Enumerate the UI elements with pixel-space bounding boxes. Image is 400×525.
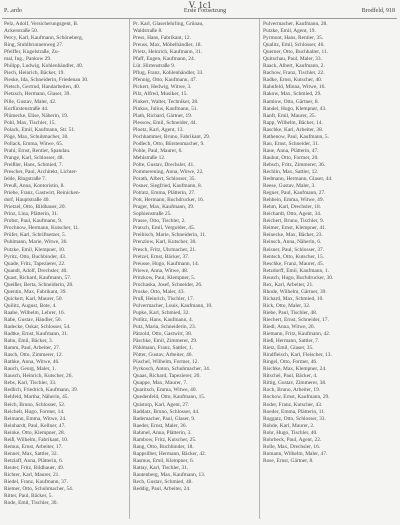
directory-entry: Prinz, Lina, Plätterin, 31. xyxy=(4,211,59,218)
directory-entry: Roder, Franz, Kutscher, 43. xyxy=(263,401,323,408)
directory-entry: Rahmel, Anna, Plätterin, 3. xyxy=(133,429,192,436)
directory-entry: Rose, Ernst, Gärtner, 8. xyxy=(263,457,314,464)
directory-entry: Raabe, Wilhelm, Lehrer, 16. xyxy=(4,309,65,316)
directory-entry: Quentin, Max, Fabrikant, 39. xyxy=(4,288,67,295)
directory-entry: Ritter, Paul, Bäcker, 5. xyxy=(4,493,53,500)
directory-entry: Reinke, Otto, Klempner, 28. xyxy=(4,429,66,436)
directory-entry: Rasch, Otto, Zimmerer, 12. xyxy=(4,352,63,359)
directory-entry: mal, Ing., Pankow 29. xyxy=(4,56,52,63)
running-head-right: Brodfeld, 918 xyxy=(361,8,395,14)
directory-entry: Pretzel, Ernst, Bäcker, 37. xyxy=(133,253,190,260)
directory-entry: Prochaska, Josef, Schneider, 26. xyxy=(133,281,203,288)
directory-entry: Sophienstraße 25. xyxy=(133,211,172,218)
directory-entry: felde, Ringstraße 7. xyxy=(4,176,47,183)
directory-entry: Querner, Otto, Buchhalter, 11. xyxy=(263,49,329,56)
directory-entry: Reinhardt, Paul, Kellner, 47. xyxy=(4,422,66,429)
directory-entry: Reichert, Bruno, Tischler, 9. xyxy=(263,218,325,225)
directory-entry: Quade, Fritz, Tapezierer, 22. xyxy=(4,260,66,267)
directory-entry: Rex, Karl, Arbeiter, 21. xyxy=(263,281,314,288)
directory-entry: Puhlmann, Marie, Witwe, 36. xyxy=(4,239,68,246)
directory-entry: Pohle, Paul, Maurer, 6. xyxy=(133,147,183,154)
directory-entry: Pollack, Emma, Witwe, 65. xyxy=(4,140,64,147)
header-rule xyxy=(2,18,397,19)
directory-entry: Prahl, Ernst, Rentier, Spandau. xyxy=(4,147,71,154)
directory-entry: Prenzlow, Karl, Kutscher, 30. xyxy=(133,239,197,246)
directory-entry: Pöhlmann, Franz, Sattler, 1. xyxy=(133,345,194,352)
directory-entry: Preuss, Max, Möbelhändler, 18. xyxy=(133,42,202,49)
directory-entry: Ackerstraße 50. xyxy=(4,28,39,35)
directory-entry: Reiß, Wilhelm, Fabrikant, 10. xyxy=(4,436,69,443)
directory-entry: Mehlstraße 12. xyxy=(133,154,166,161)
directory-entry: Rambow, Fritz, Kutscher, 25. xyxy=(133,436,197,443)
directory-entry: Riedl, Anna, Witwe, 26. xyxy=(263,324,315,331)
directory-entry: Radtke, Ernst, Kaufmann, 31. xyxy=(4,331,69,338)
directory-entry: Plessow, Emil, Schneider, 44. xyxy=(133,119,197,126)
directory-entry: Rick, Otto, Maler, 32. xyxy=(263,302,311,309)
directory-entry: Prüfer, Karl, Schriftsetzer, 5. xyxy=(4,232,66,239)
directory-entry: Prescher, Paul, Architekt, Lichter- xyxy=(4,168,78,175)
directory-entry: Rasmus, Emil, Klempner, 6. xyxy=(133,457,195,464)
directory-entry: Rabe, Gustav, Händler, 50. xyxy=(4,316,62,323)
directory-entry: Rehm, Karl, Drechsler, 18. xyxy=(263,204,322,211)
directory-entry: Putzke, Emil, Klempner, 10. xyxy=(4,246,66,253)
directory-entry: Proske, Otto, Maler, 43. xyxy=(133,288,185,295)
directory-entry: Richter, Karl, Maurer, 21. xyxy=(4,472,60,478)
directory-entry: Ploetz, Karl, Agent, 13. xyxy=(133,126,184,133)
directory-entry: Rausch, Heinrich, Kutscher, 26. xyxy=(4,373,73,380)
directory-entry: Preibisch, Marie, Schneiderin, 11. xyxy=(133,232,207,239)
entries-column-left xyxy=(4,21,130,521)
directory-entry: Rech, Gustav, Schmied, 48. xyxy=(133,479,193,486)
directory-entry: Rischke, Max, Klempner, 24. xyxy=(263,366,327,373)
directory-entry: Rode, Emil, Tischler, 30. xyxy=(4,500,58,507)
directory-entry: Percy, Karl, Kaufmann, Schöneberg, xyxy=(4,35,84,42)
directory-entry: Rittig, Gustav, Zimmerer, 38. xyxy=(263,380,327,387)
directory-entry: Pilz, Alfred, Musiker, 15. xyxy=(133,91,188,98)
directory-entry: Quickert, Karl, Maurer, 50. xyxy=(4,295,63,302)
directory-entry: Rietz, Emil, Glaser, 35. xyxy=(263,345,314,352)
directory-entry: Putzke, Emil, Agent, 19. xyxy=(263,28,316,35)
directory-entry: Prasse, Otto, Tischler, 2. xyxy=(133,218,186,225)
directory-entry: Reich, Bruno, Schlosser, 52. xyxy=(4,401,66,408)
directory-entry: Pulvermacher, Kaufmann, 28. xyxy=(263,21,328,27)
directory-entry: Reusch, Hugo, Buchdrucker, 30. xyxy=(263,274,334,281)
directory-entry: Riebe, Paul, Tischler, 48. xyxy=(263,309,318,316)
directory-entry: Presch, Fritz, Uhrmacher, 21. xyxy=(133,246,197,253)
directory-entry: Rehfeld, Martha, Näherin, 45. xyxy=(4,394,69,401)
directory-entry: Pyrmont, Hans, Rentier, 35. xyxy=(263,35,324,42)
directory-entry: Rohrbeck, Paul, Agent, 22. xyxy=(263,436,322,443)
directory-entry: Pritzkow, Paul, Klempner, 5. xyxy=(133,274,196,281)
directory-entry: Pupke, Karl, Schmied, 32. xyxy=(133,309,190,316)
page-folio: V. 1c1 xyxy=(188,0,212,10)
directory-entry: Pflug, Franz, Kohlenhändler, 33. xyxy=(133,70,204,77)
directory-entry: Pyrkosch, Anton, Schuhmacher, 34. xyxy=(133,366,211,373)
directory-entry: Lüt. Hirtenstraße 9. xyxy=(133,63,176,70)
directory-entry: Remus, Ernst, Arbeiter, 17. xyxy=(4,443,63,450)
directory-entry: Rindfleisch, Karl, Fleischer, 13. xyxy=(263,352,332,359)
directory-entry: Rahnfeld, Minna, Witwe, 16. xyxy=(263,84,326,91)
directory-entry: Pätzold, Otto, Gastwirt, 38. xyxy=(133,331,193,338)
directory-entry: Raue, Anna, Plätterin, 47. xyxy=(263,147,319,154)
running-head-center: Erste Fortsetzung xyxy=(183,8,227,14)
directory-entry: Riemann, Fritz, Kaufmann, 42. xyxy=(263,331,331,338)
directory-entry: Pratsch, Emil, Vergolder, 45. xyxy=(133,225,196,232)
directory-entry: Quistorp, Karl, Agent, 27. xyxy=(133,401,190,408)
directory-entry: Piech, Heinrich, Bäcker, 19. xyxy=(4,70,65,77)
directory-entry: Quaritsch, Emma, Witwe, 40. xyxy=(133,387,197,394)
directory-entry: Reschke, Franz, Maurer, 45. xyxy=(263,260,325,267)
directory-entry: Pommerening, Anna, Witwe, 22. xyxy=(133,168,204,175)
directory-entry: Philipp, Ludwig, Kohlenhändler, 40. xyxy=(4,63,83,70)
directory-entry: Quitschau, Paul, Maler, 33. xyxy=(263,56,322,63)
directory-entry: Queißer, Berta, Schneiderin, 28. xyxy=(4,281,74,288)
directory-entry: Posner, Siegfried, Kaufmann, 8. xyxy=(133,183,203,190)
directory-entry: Reichelt, Hugo, Former, 14. xyxy=(4,408,65,415)
directory-entry: Ranft, Emil, Maurer, 25. xyxy=(263,112,316,119)
directory-entry: Raddatz, Bruno, Schlosser, 44. xyxy=(133,408,200,415)
directory-entry: Püschel, Wilhelm, Former, 12. xyxy=(133,359,199,366)
directory-entry: Rebs, Karl, Tischler, 33. xyxy=(4,380,57,387)
directory-entry: Radecke, Oskar, Schlosser, 54. xyxy=(4,324,71,331)
directory-entry: Pfennig, Otto, Kaufmann, 47. xyxy=(133,77,197,84)
directory-entry: Riemer, Otto, Schuhmacher, 54. xyxy=(4,486,74,493)
directory-entry: Probst, Paul, Kaufmann, 9. xyxy=(4,218,63,225)
directory-entry: Prange, Karl, Schlosser, 48. xyxy=(4,154,64,161)
directory-entry: Rahn, Emil, Bäcker, 3. xyxy=(4,338,54,345)
directory-entry: Raeder, Ernst, Maler, 36. xyxy=(133,422,187,429)
directory-entry: Regner, Paul, Kaufmann, 27. xyxy=(263,190,326,197)
directory-entry: Plümecke, Elise, Näherin, 19. xyxy=(4,112,69,119)
directory-entry: Rathke, Anna, Witwe, 46. xyxy=(4,359,60,366)
directory-entry: Riedel, Franz, Kaufmann, 37. xyxy=(4,479,68,486)
directory-entry: Rapp, Wilhelm, Bäcker, 14. xyxy=(263,119,323,126)
directory-entry: Pille, Gustav, Maler, 42. xyxy=(4,98,57,105)
directory-entry: Prietzel, Otto, Bildhauer, 20. xyxy=(4,204,66,211)
directory-entry: Priebe, Franz, Gastwirt, Reinicken- xyxy=(4,190,81,197)
directory-entry: Rolle, Max, Drechsler, 16. xyxy=(263,443,321,450)
directory-entry: Rang, Otto, Buchbinder, 18. xyxy=(133,443,194,450)
directory-entry: Riechert, Ernst, Schneider, 17. xyxy=(263,316,329,323)
directory-entry: Rhode, Wilhelm, Gärtner, 39. xyxy=(263,288,327,295)
directory-entry: Raack, Albert, Kaufmann, 2. xyxy=(263,63,325,70)
directory-entry: Rattay, Karl, Tischler, 31. xyxy=(133,464,189,471)
entries-column-right xyxy=(263,21,396,521)
directory-entry: Polte, Gustav, Drechsler, 41. xyxy=(133,161,195,168)
directory-entry: Pfeiffer, Kugelstraße, Zu- xyxy=(4,49,60,56)
directory-entry: Rachow, Franz, Tischler, 22. xyxy=(263,70,325,77)
directory-entry: Pfaff, Eugen, Kaufmann, 24. xyxy=(133,56,196,63)
directory-entry: Reese, Gustav, Maler, 3. xyxy=(263,183,316,190)
directory-entry: Ritschel, Paul, Bäcker, 4. xyxy=(263,373,318,380)
directory-entry: Rakow, Max, Schmied, 29. xyxy=(263,91,322,98)
directory-entry: Preuß, Anna, Kontoristin, 8. xyxy=(4,183,65,190)
directory-entry: Kurfürstenstraße 44. xyxy=(4,105,49,112)
directory-entry: Redlich, Friedrich, Kaufmann, 39. xyxy=(4,387,79,394)
directory-entry: Putlitz, Hans, Kaufmann, 4. xyxy=(133,316,194,323)
directory-entry: Radke, Ernst, Kutscher, 40. xyxy=(263,77,323,84)
directory-entry: Raschke, Karl, Arbeiter, 38. xyxy=(263,126,324,133)
directory-entry: Quast, Richard, Kaufmann, 57. xyxy=(4,274,72,281)
directory-entry: Reddig, Paul, Arbeiter, 24. xyxy=(133,486,191,493)
directory-entry: Polack, Emil, Kaufmann, Str. 51. xyxy=(4,126,76,133)
directory-entry: Pöge, Max, Schuhmacher, 30. xyxy=(4,133,69,140)
directory-entry: Pieske, Ida, Schneiderin, Friedenau 30. xyxy=(4,77,89,84)
directory-entry: Rau, Ernst, Schneider, 31. xyxy=(263,140,320,147)
directory-entry: Press, Hans, Fabrikant, 12. xyxy=(133,35,191,42)
directory-entry: Pyritz, Otto, Buchbinder, 43. xyxy=(4,253,67,260)
directory-entry: Preusse, Hugo, Kaufmann, 14. xyxy=(133,260,200,267)
directory-entry: Rentsch, Otto, Kutscher, 15. xyxy=(263,253,325,260)
column-divider xyxy=(259,19,260,519)
directory-entry: Roeder, Emma, Plätterin, 11. xyxy=(263,408,326,415)
directory-entry: Rehbein, Emma, Witwe, 49. xyxy=(263,197,324,204)
directory-entry: Reimann, Emma, Witwe, 24. xyxy=(4,415,67,422)
directory-entry: Reinecke, Max, Bäcker, 23. xyxy=(263,232,323,239)
directory-entry: Reinsch, Anna, Näherin, 6. xyxy=(263,239,322,246)
directory-entry: Rathenow, Paul, Kaufmann, 5. xyxy=(263,133,329,140)
directory-entry: Qualitz, Emil, Schlosser, 46. xyxy=(263,42,325,49)
directory-entry: Prochnow, Hermann, Kutscher, 11. xyxy=(4,225,80,232)
directory-entry: Rieß, Hermann, Sattler, 7. xyxy=(263,338,320,345)
directory-entry: Podlech, Otto, Bürstenmacher, 9. xyxy=(133,140,205,147)
directory-entry: Putz, Maria, Schneiderin, 23. xyxy=(133,324,197,331)
directory-entry: Rautenberg, Max, Kaufmann, 13. xyxy=(133,472,206,478)
directory-entry: Pietzsch, Hermann, Glaser, 39. xyxy=(4,91,71,98)
directory-entry: Päschke, Emil, Zimmerer, 29. xyxy=(133,338,198,345)
directory-entry: Ring, Stuhlbrunnenweg 27. xyxy=(4,42,64,49)
directory-entry: Richard, Max, Schmied, 10. xyxy=(263,295,324,302)
directory-entry: Rechlin, Max, Sattler, 12. xyxy=(263,168,319,175)
directory-entry: Prietz, Heinrich, Kaufmann, 31. xyxy=(133,49,203,56)
directory-entry: Priewe, Anna, Witwe, 48. xyxy=(133,267,189,274)
directory-entry: Retzlaff, Anna, Plätterin, 6. xyxy=(4,457,64,464)
directory-entry: Roch, Bruno, Arbeiter, 19. xyxy=(263,387,321,394)
directory-entry: Reichardt, Otto, Agent, 34. xyxy=(263,211,322,218)
directory-entry: Potratz, Emma, Plätterin, 27. xyxy=(133,190,196,197)
entries-column-middle xyxy=(133,21,259,521)
directory-entry: Rebsch, Fritz, Zimmerer, 36. xyxy=(263,161,326,168)
directory-entry: Quedenfeld, Otto, Kaufmann, 15. xyxy=(133,394,206,401)
directory-entry: Pietsch, Gertrud, Handarbeiten, 40. xyxy=(4,84,81,91)
directory-entry: Rauhut, Otto, Former, 20. xyxy=(263,154,319,161)
directory-entry: Porath, Albert, Schlosser, 35. xyxy=(133,176,196,183)
directory-entry: Pickert, Hedwig, Witwe, 3. xyxy=(133,84,192,91)
directory-entry: Plath, Richard, Gärtner, 19. xyxy=(133,112,193,119)
directory-entry: Waldstraße 8. xyxy=(133,28,163,35)
directory-entry: Rauch, Georg, Maler, 1. xyxy=(4,366,56,373)
directory-entry: Quandt, Adolf, Drechsler, 40. xyxy=(4,267,68,274)
directory-entry: Quappe, Max, Maurer, 7. xyxy=(133,380,188,387)
page-header xyxy=(0,0,400,18)
directory-entry: Reimer, Ernst, Klempner, 41. xyxy=(263,225,327,232)
directory-entry: Pr. Karl, Glaserlehrling, Grünau, xyxy=(133,21,204,27)
directory-entry: Quilitz, August, Bote, 4. xyxy=(4,302,57,309)
directory-entry: Retzdorff, Emil, Kaufmann, 1. xyxy=(263,267,329,274)
directory-entry: Pochhammer, Bruno, Fabrikant, 29. xyxy=(133,133,211,140)
directory-entry: Reuter, Fritz, Bildhauer, 49. xyxy=(4,464,65,471)
directory-entry: Pulvermacher, Louis, Kaufmann, 10. xyxy=(133,302,213,309)
directory-entry: Rohde, Karl, Maurer, 2. xyxy=(263,422,315,429)
running-head-left: P...ardo xyxy=(4,8,22,14)
directory-entry: Prager, Max, Kaufmann, 39. xyxy=(133,204,195,211)
directory-entry: Randel, Hugo, Klempner, 43. xyxy=(263,105,327,112)
directory-entry: Reisner, Paul, Schlosser, 37. xyxy=(263,246,325,253)
directory-entry: Rochow, Ernst, Kaufmann, 29. xyxy=(263,394,330,401)
directory-entry: Rademacher, Paul, Glaser, 9. xyxy=(133,415,196,422)
directory-entry: Ramlow, Otto, Gärtner, 8. xyxy=(263,98,319,105)
directory-entry: Pinkus, Julius, Kaufmann, 51. xyxy=(133,105,198,112)
directory-entry: Rohr, Hugo, Tischler, 40. xyxy=(263,429,318,436)
directory-entry: Romann, Wilhelm, Maler, 47. xyxy=(263,450,328,457)
directory-entry: Rappsilber, Hermann, Bäcker, 42. xyxy=(133,450,207,457)
directory-entry: Preißler, Hans, Schmied, 7. xyxy=(4,161,63,168)
directory-entry: dorf, Hauptstraße 40. xyxy=(4,197,50,204)
directory-entry: Renner, Max, Sattler, 32. xyxy=(4,450,58,457)
directory-entry: Pott, Hermann, Buchdrucker, 16. xyxy=(133,197,205,204)
directory-entry: Roggatz, Otto, Schlosser, 33. xyxy=(263,415,326,422)
directory-entry: Ringel, Otto, Former, 46. xyxy=(263,359,318,366)
directory-entry: Ramm, Paul, Arbeiter, 27. xyxy=(4,345,61,352)
directory-entry: Pinkert, Walter, Techniker, 28. xyxy=(133,98,199,105)
directory-entry: Pruß, Heinrich, Tischler, 17. xyxy=(133,295,195,302)
directory-entry: Pötter, Gustav, Arbeiter, 46. xyxy=(133,352,193,359)
directory-entry: Redmann, Hermann, Glaser, 44. xyxy=(263,176,333,183)
directory-entry: Quaas, Richard, Tapezierer, 20. xyxy=(133,373,201,380)
directory-entry: Pohl, Max, Tischler, 15. xyxy=(4,119,56,126)
directory-entry: Pelz, Adolf, Versicherungsgent, B. xyxy=(4,21,79,27)
